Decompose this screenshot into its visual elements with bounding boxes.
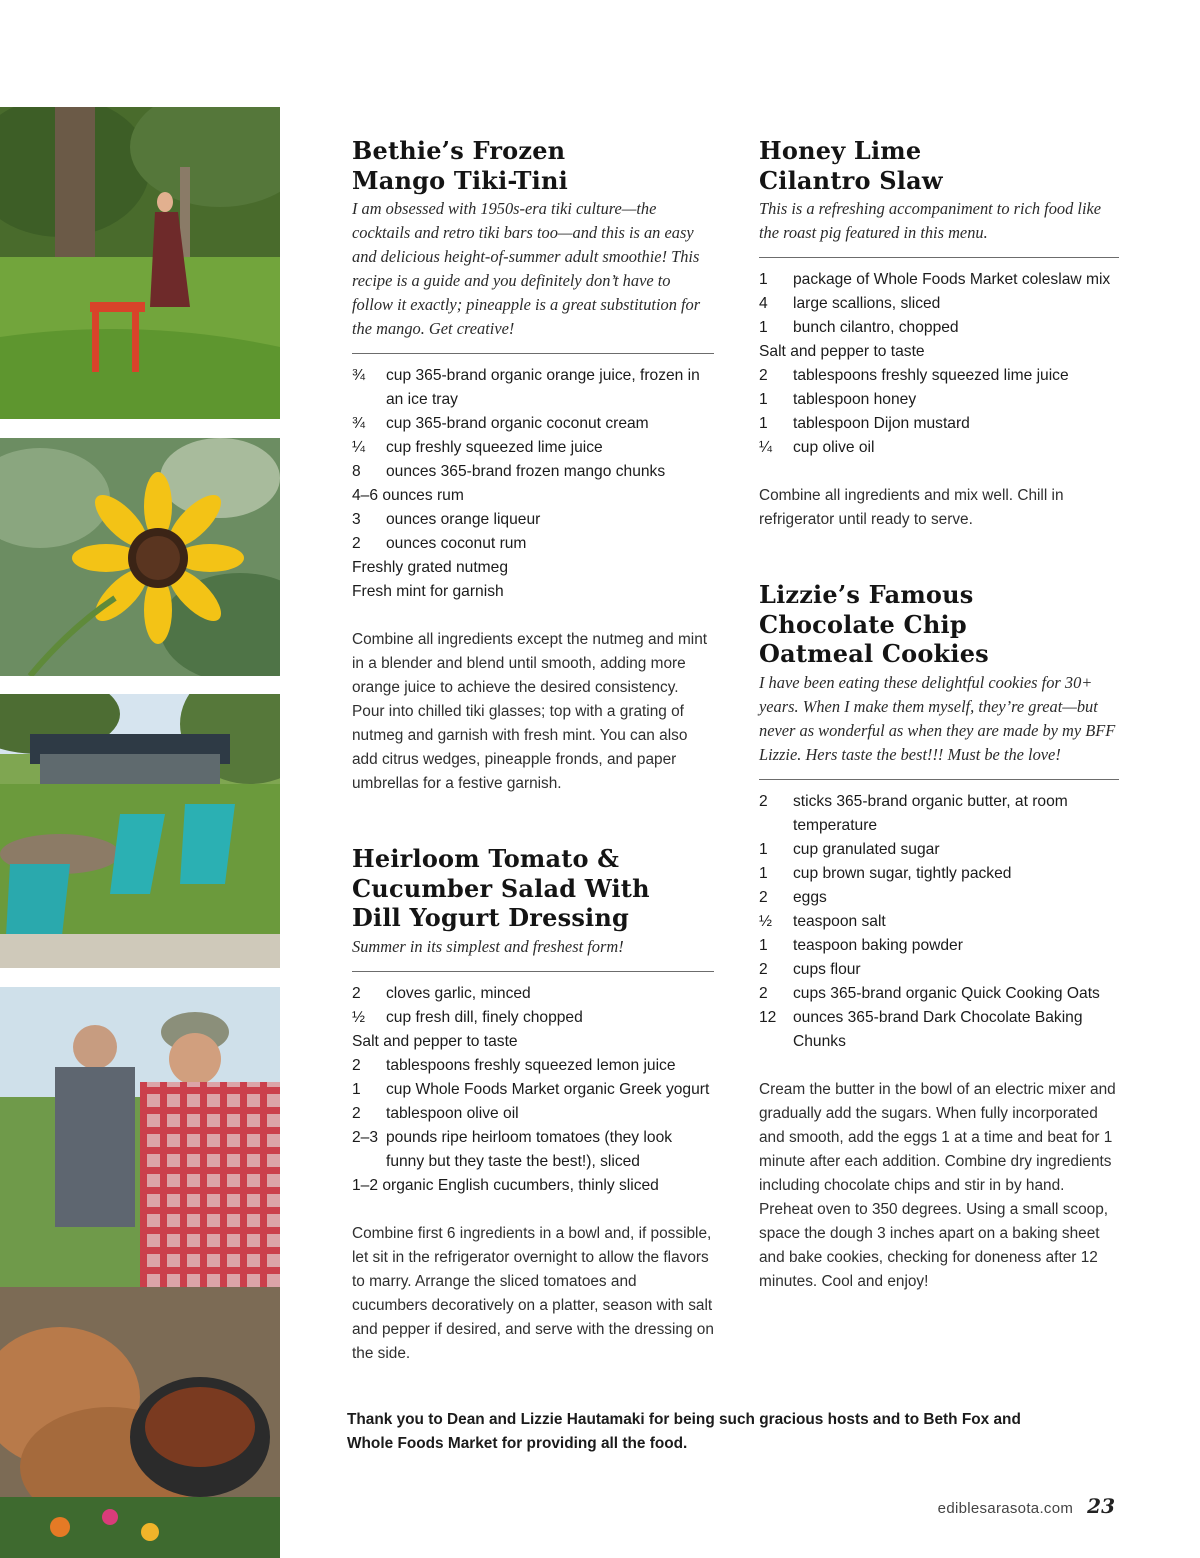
ingredient-text: teaspoon baking powder <box>793 936 963 954</box>
ingredient-row <box>759 886 1119 910</box>
ingredient-text: cup freshly squeezed lime juice <box>386 439 603 456</box>
ingredient-quantity: 1 <box>759 415 768 432</box>
ingredient-text: Freshly grated nutmeg <box>352 559 509 576</box>
ingredient-row <box>352 1102 714 1126</box>
ingredient-row <box>759 1006 1119 1054</box>
ingredient-text: pounds ripe heirloom tomatoes (they look funny but they taste the best!), sliced <box>386 1128 673 1170</box>
ingredient-text: cup Whole Foods Market organic Greek yogurt <box>386 1080 710 1098</box>
ingredient-quantity: 2 <box>759 960 768 978</box>
ingredient-text: package of Whole Foods Market coleslaw mix <box>793 271 1111 288</box>
divider <box>759 257 1119 258</box>
ingredient-list <box>352 364 714 604</box>
ingredient-text: cup brown sugar, tightly packed <box>793 864 1012 882</box>
ingredient-quantity: 2 <box>352 535 361 552</box>
ingredient-row <box>352 460 714 484</box>
ingredient-row <box>352 556 714 580</box>
recipe-title-line: Honey Lime <box>759 136 922 165</box>
recipe-oatmeal-cookies <box>759 580 1119 1294</box>
ingredient-text: eggs <box>793 888 827 906</box>
ingredient-quantity: 4 <box>759 295 768 312</box>
ingredient-quantity: 1 <box>759 840 768 858</box>
ingredient-text: cloves garlic, minced <box>386 984 531 1002</box>
ingredient-row <box>759 340 1119 364</box>
ingredient-quantity: 3 <box>352 511 361 528</box>
ingredient-row <box>759 862 1119 886</box>
page-footer <box>938 1494 1115 1518</box>
divider <box>759 779 1119 780</box>
ingredient-quantity: 1 <box>759 864 768 882</box>
ingredient-row <box>352 484 714 508</box>
ingredient-list <box>759 790 1119 1054</box>
ingredient-text: ounces 365-brand frozen mango chunks <box>386 463 666 480</box>
ingredient-row <box>759 436 1119 460</box>
ingredient-quantity: 8 <box>352 463 361 480</box>
ingredient-quantity: ½ <box>352 1008 366 1026</box>
ingredient-row <box>352 1054 714 1078</box>
ingredient-quantity: 1 <box>352 1080 361 1098</box>
ingredient-text: cup 365-brand organic orange juice, frozen in an ice tray <box>386 367 700 408</box>
ingredient-quantity: 1 <box>759 271 768 288</box>
ingredient-text: cup olive oil <box>793 439 875 456</box>
photo-buffet-roast-pig <box>0 987 280 1558</box>
recipe-intro: I am obsessed with 1950s-era tiki culture—the cocktails and retro tiki bars too—and this is an easy and delicious height-of-summer adult smoothie! This recipe is a guide and you definitely don’t have to follow it exactly; pineapple is a great substitution for the mango. Get creative! <box>352 199 701 338</box>
divider <box>352 971 714 972</box>
recipe-title <box>352 136 714 195</box>
recipe-title-line: Bethie’s Frozen <box>352 136 566 165</box>
recipe-title-line: Dill Yogurt Dressing <box>352 903 629 932</box>
divider <box>352 353 714 354</box>
ingredient-quantity: 2 <box>352 1056 361 1074</box>
ingredient-text: tablespoon olive oil <box>386 1104 519 1122</box>
ingredient-quantity: 1 <box>759 319 768 336</box>
ingredient-text: Salt and pepper to taste <box>352 1032 518 1050</box>
ingredient-row <box>352 508 714 532</box>
ingredient-row <box>352 364 714 412</box>
ingredient-row <box>759 316 1119 340</box>
ingredient-quantity: 12 <box>759 1008 777 1026</box>
ingredient-quantity: 1 <box>759 391 768 408</box>
recipe-title-line: Oatmeal Cookies <box>759 639 989 668</box>
recipe-intro: This is a refreshing accompaniment to rich food like the roast pig featured in this menu. <box>759 199 1102 242</box>
ingredient-row <box>352 436 714 460</box>
footer-url: ediblesarasota.com <box>937 1500 1074 1517</box>
ingredient-quantity: 2 <box>759 367 768 384</box>
recipe-title-line: Chocolate Chip <box>759 609 967 639</box>
ingredient-row <box>352 1006 714 1030</box>
recipe-intro: Summer in its simplest and freshest form! <box>352 936 624 956</box>
recipe-title-line: Heirloom Tomato & <box>352 844 620 873</box>
ingredient-quantity: 2 <box>759 984 768 1002</box>
ingredient-row <box>759 388 1119 412</box>
ingredient-text: cup 365-brand organic coconut cream <box>386 415 649 432</box>
ingredient-row <box>759 364 1119 388</box>
ingredient-quantity: ¼ <box>759 439 773 456</box>
ingredient-text: Salt and pepper to taste <box>759 343 925 360</box>
ingredient-text: cup granulated sugar <box>793 840 940 858</box>
ingredient-text: tablespoons freshly squeezed lemon juice <box>386 1056 676 1074</box>
ingredient-row <box>352 580 714 604</box>
recipe-title <box>352 844 714 933</box>
recipe-method: Combine first 6 ingredients in a bowl and, if possible, let sit in the refrigerator overnight to allow the flavors to marry. Arrange the sliced tomatoes and cucumbers decoratively on a platter, season with salt and pepper if desired, and serve with the dressing on the side. <box>352 1224 714 1362</box>
ingredient-row <box>759 910 1119 934</box>
ingredient-text: 1–2 organic English cucumbers, thinly sliced <box>352 1176 659 1194</box>
ingredient-text: tablespoon Dijon mustard <box>793 415 970 432</box>
recipe-title-line: Mango Tiki-Tini <box>352 165 568 195</box>
recipe-method: Combine all ingredients except the nutmeg and mint in a blender and blend until smooth, adding more orange juice to achieve the desired consistency. Pour into chilled tiki glasses; top with a grating of nutmeg and garnish with fresh mint. You can also add citrus wedges, pineapple fronds, and paper umbrellas for a festive garnish. <box>352 631 708 792</box>
ingredient-row <box>352 1174 714 1198</box>
ingredient-text: Fresh mint for garnish <box>352 583 504 600</box>
ingredient-text: ounces 365-brand Dark Chocolate Baking Chunks <box>793 1008 1083 1050</box>
ingredient-quantity: 2 <box>759 888 768 906</box>
ingredient-quantity: ¾ <box>352 415 366 432</box>
ingredient-row <box>759 790 1119 838</box>
ingredient-row <box>352 1126 714 1174</box>
recipe-title-line: Lizzie’s Famous <box>759 580 974 609</box>
ingredient-text: teaspoon salt <box>793 912 886 930</box>
ingredient-row <box>759 934 1119 958</box>
ingredient-quantity: 1 <box>759 936 768 954</box>
ingredient-text: 4–6 ounces rum <box>352 487 464 504</box>
recipe-mango-tiki-tini <box>352 136 714 796</box>
recipe-method: Cream the butter in the bowl of an electric mixer and gradually add the sugars. When fully incorporated and smooth, add the eggs 1 at a time and beat for 1 minute after each addition. Combine dry ingredients including chocolate chips and stir in by hand. Preheat oven to 350 degrees. Using a small scoop, space the dough 3 inches apart on a baking sheet and bake cookies, checking for doneness after 12 minutes. Cool and enjoy! <box>759 1080 1116 1290</box>
ingredient-quantity: 2–3 <box>352 1128 379 1146</box>
ingredient-text: ounces coconut rum <box>386 535 527 552</box>
ingredient-quantity: ¾ <box>352 367 366 384</box>
ingredient-row <box>352 412 714 436</box>
ingredient-text: tablespoons freshly squeezed lime juice <box>793 367 1069 384</box>
ingredient-list <box>352 982 714 1198</box>
ingredient-text: ounces orange liqueur <box>386 511 541 528</box>
recipe-title-line: Cilantro Slaw <box>759 165 943 195</box>
ingredient-row <box>759 412 1119 436</box>
recipe-honey-lime-slaw <box>759 136 1119 532</box>
recipe-title <box>759 136 1119 195</box>
ingredient-quantity: ¼ <box>352 439 366 456</box>
ingredient-quantity: 2 <box>759 792 768 810</box>
page-number: 23 <box>1087 1494 1115 1518</box>
ingredient-list <box>759 268 1119 460</box>
ingredient-text: cups 365-brand organic Quick Cooking Oats <box>793 984 1100 1002</box>
recipe-title <box>759 580 1119 669</box>
ingredient-quantity: ½ <box>759 912 773 930</box>
right-column <box>759 136 1119 1294</box>
photo-sunflower <box>0 438 280 676</box>
recipe-title-line: Cucumber Salad With <box>352 873 650 903</box>
ingredient-quantity: 2 <box>352 984 361 1002</box>
recipe-intro: I have been eating these delightful cookies for 30+ years. When I make them myself, they’re great—but never as wonderful as when they are made by my BFF Lizzie. Hers taste the best!!! Must be the love! <box>759 672 1116 764</box>
ingredient-row <box>352 1030 714 1054</box>
thank-you-note: Thank you to Dean and Lizzie Hautamaki for being such gracious hosts and to Beth Fox and Whole Foods Market for providing all the food. <box>347 1411 1021 1452</box>
ingredient-row <box>352 532 714 556</box>
ingredient-row <box>759 268 1119 292</box>
ingredient-text: tablespoon honey <box>793 391 917 408</box>
ingredient-text: bunch cilantro, chopped <box>793 319 959 336</box>
recipe-tomato-cucumber-salad <box>352 844 714 1366</box>
ingredient-text: cups flour <box>793 960 861 978</box>
ingredient-row <box>759 838 1119 862</box>
ingredient-text: cup fresh dill, finely chopped <box>386 1008 583 1026</box>
ingredient-quantity: 2 <box>352 1104 361 1122</box>
recipe-method: Combine all ingredients and mix well. Chill in refrigerator until ready to serve. <box>759 487 1064 528</box>
ingredient-row <box>352 1078 714 1102</box>
photo-house-adirondack-chairs <box>0 694 280 968</box>
photo-woman-lawn-games <box>0 107 280 419</box>
ingredient-text: large scallions, sliced <box>793 295 941 312</box>
ingredient-row <box>759 958 1119 982</box>
left-column <box>352 136 714 1366</box>
ingredient-text: sticks 365-brand organic butter, at room temperature <box>793 792 1068 834</box>
ingredient-row <box>759 292 1119 316</box>
ingredient-row <box>759 982 1119 1006</box>
ingredient-row <box>352 982 714 1006</box>
